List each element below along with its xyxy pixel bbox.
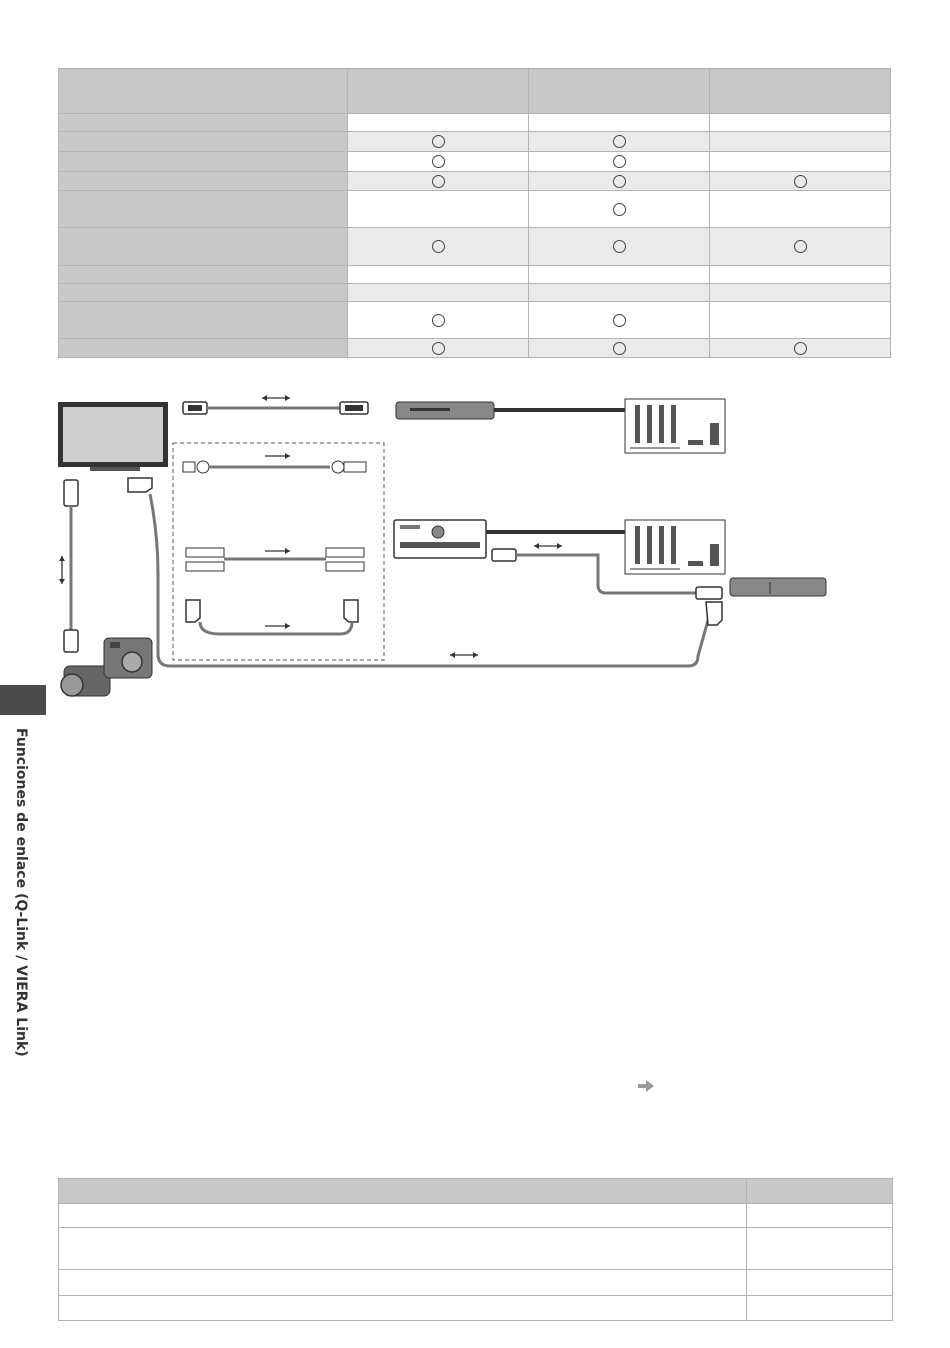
circle-mark-icon bbox=[794, 342, 807, 355]
bottom-cell bbox=[747, 1204, 893, 1228]
bottom-cell bbox=[59, 1270, 747, 1296]
feature-cell bbox=[710, 284, 891, 302]
feature-cell bbox=[529, 339, 710, 358]
header-col-3 bbox=[710, 69, 891, 114]
camcorder-icon bbox=[61, 666, 110, 696]
circle-mark-icon bbox=[613, 240, 626, 253]
feature-cell bbox=[710, 339, 891, 358]
speaker-set-top-icon bbox=[625, 399, 725, 453]
feature-label-cell bbox=[59, 228, 348, 266]
feature-cell bbox=[348, 152, 529, 172]
circle-mark-icon bbox=[432, 342, 445, 355]
feature-label-cell bbox=[59, 114, 348, 132]
circle-mark-icon bbox=[432, 175, 445, 188]
circle-mark-icon bbox=[613, 203, 626, 216]
circle-mark-icon bbox=[613, 175, 626, 188]
circle-mark-icon bbox=[613, 342, 626, 355]
speaker-set-bottom-icon bbox=[625, 520, 725, 574]
bottom-row bbox=[59, 1270, 893, 1296]
bottom-header-cell bbox=[59, 1179, 747, 1204]
circle-mark-icon bbox=[432, 314, 445, 327]
circle-mark-icon bbox=[613, 155, 626, 168]
header-col-1 bbox=[348, 69, 529, 114]
circle-mark-icon bbox=[794, 175, 807, 188]
feature-cell bbox=[348, 302, 529, 339]
circle-mark-icon bbox=[432, 135, 445, 148]
feature-cell bbox=[529, 114, 710, 132]
feature-cell bbox=[710, 191, 891, 228]
circle-mark-icon bbox=[794, 240, 807, 253]
rca-cable-pair bbox=[186, 548, 364, 571]
bottom-cell bbox=[59, 1296, 747, 1321]
feature-label-cell bbox=[59, 172, 348, 191]
section-title: Funciones de enlace (Q-Link / VIERA Link) bbox=[13, 728, 29, 1057]
feature-cell bbox=[710, 152, 891, 172]
feature-cell bbox=[348, 284, 529, 302]
feature-cell bbox=[348, 114, 529, 132]
feature-label-cell bbox=[59, 152, 348, 172]
hdmi-cable-top bbox=[183, 395, 368, 414]
feature-label-cell bbox=[59, 284, 348, 302]
feature-cell bbox=[529, 284, 710, 302]
feature-label-cell bbox=[59, 339, 348, 358]
bottom-row bbox=[59, 1228, 893, 1270]
feature-row bbox=[59, 172, 891, 191]
bottom-row bbox=[59, 1296, 893, 1321]
bottom-table bbox=[58, 1178, 893, 1321]
feature-row bbox=[59, 152, 891, 172]
feature-row bbox=[59, 339, 891, 358]
feature-cell bbox=[348, 191, 529, 228]
feature-label-cell bbox=[59, 266, 348, 284]
feature-cell bbox=[348, 339, 529, 358]
tv-icon bbox=[58, 402, 168, 471]
digital-camera-icon bbox=[104, 638, 152, 678]
feature-row bbox=[59, 266, 891, 284]
header-col-2 bbox=[529, 69, 710, 114]
recorder-icon bbox=[730, 578, 826, 596]
bottom-cell bbox=[747, 1296, 893, 1321]
feature-table-header bbox=[59, 69, 891, 114]
feature-cell bbox=[710, 302, 891, 339]
feature-row bbox=[59, 132, 891, 152]
hdmi-cable-camera bbox=[59, 480, 78, 652]
feature-cell bbox=[348, 266, 529, 284]
feature-label-cell bbox=[59, 132, 348, 152]
bottom-cell bbox=[59, 1228, 747, 1270]
feature-cell bbox=[710, 172, 891, 191]
circle-mark-icon bbox=[432, 240, 445, 253]
feature-cell bbox=[529, 266, 710, 284]
circle-mark-icon bbox=[613, 314, 626, 327]
feature-table bbox=[58, 68, 891, 358]
feature-cell bbox=[710, 228, 891, 266]
bottom-cell bbox=[747, 1228, 893, 1270]
feature-cell bbox=[529, 152, 710, 172]
feature-cell bbox=[529, 191, 710, 228]
bottom-cell bbox=[747, 1270, 893, 1296]
feature-cell bbox=[348, 172, 529, 191]
feature-cell bbox=[348, 228, 529, 266]
right-arrow-icon bbox=[636, 1079, 656, 1093]
feature-cell bbox=[710, 114, 891, 132]
feature-cell bbox=[529, 302, 710, 339]
bottom-row bbox=[59, 1204, 893, 1228]
feature-cell bbox=[529, 132, 710, 152]
scart-cable bbox=[186, 600, 358, 634]
circle-mark-icon bbox=[432, 155, 445, 168]
feature-label-cell bbox=[59, 302, 348, 339]
feature-row bbox=[59, 302, 891, 339]
section-tab bbox=[0, 685, 46, 715]
bottom-table-header bbox=[59, 1179, 893, 1204]
av-amplifier-icon bbox=[394, 520, 486, 558]
feature-cell bbox=[710, 132, 891, 152]
bottom-cell bbox=[59, 1204, 747, 1228]
feature-row bbox=[59, 284, 891, 302]
feature-cell bbox=[710, 266, 891, 284]
feature-cell bbox=[529, 172, 710, 191]
bottom-header-cell bbox=[747, 1179, 893, 1204]
rca-cable-single bbox=[183, 453, 366, 473]
circle-mark-icon bbox=[613, 135, 626, 148]
feature-row bbox=[59, 228, 891, 266]
feature-row bbox=[59, 191, 891, 228]
feature-cell bbox=[348, 132, 529, 152]
feature-label-cell bbox=[59, 191, 348, 228]
player-top-icon bbox=[396, 402, 494, 419]
feature-cell bbox=[529, 228, 710, 266]
header-corner bbox=[59, 69, 348, 114]
connection-diagram bbox=[0, 370, 950, 710]
feature-row bbox=[59, 114, 891, 132]
